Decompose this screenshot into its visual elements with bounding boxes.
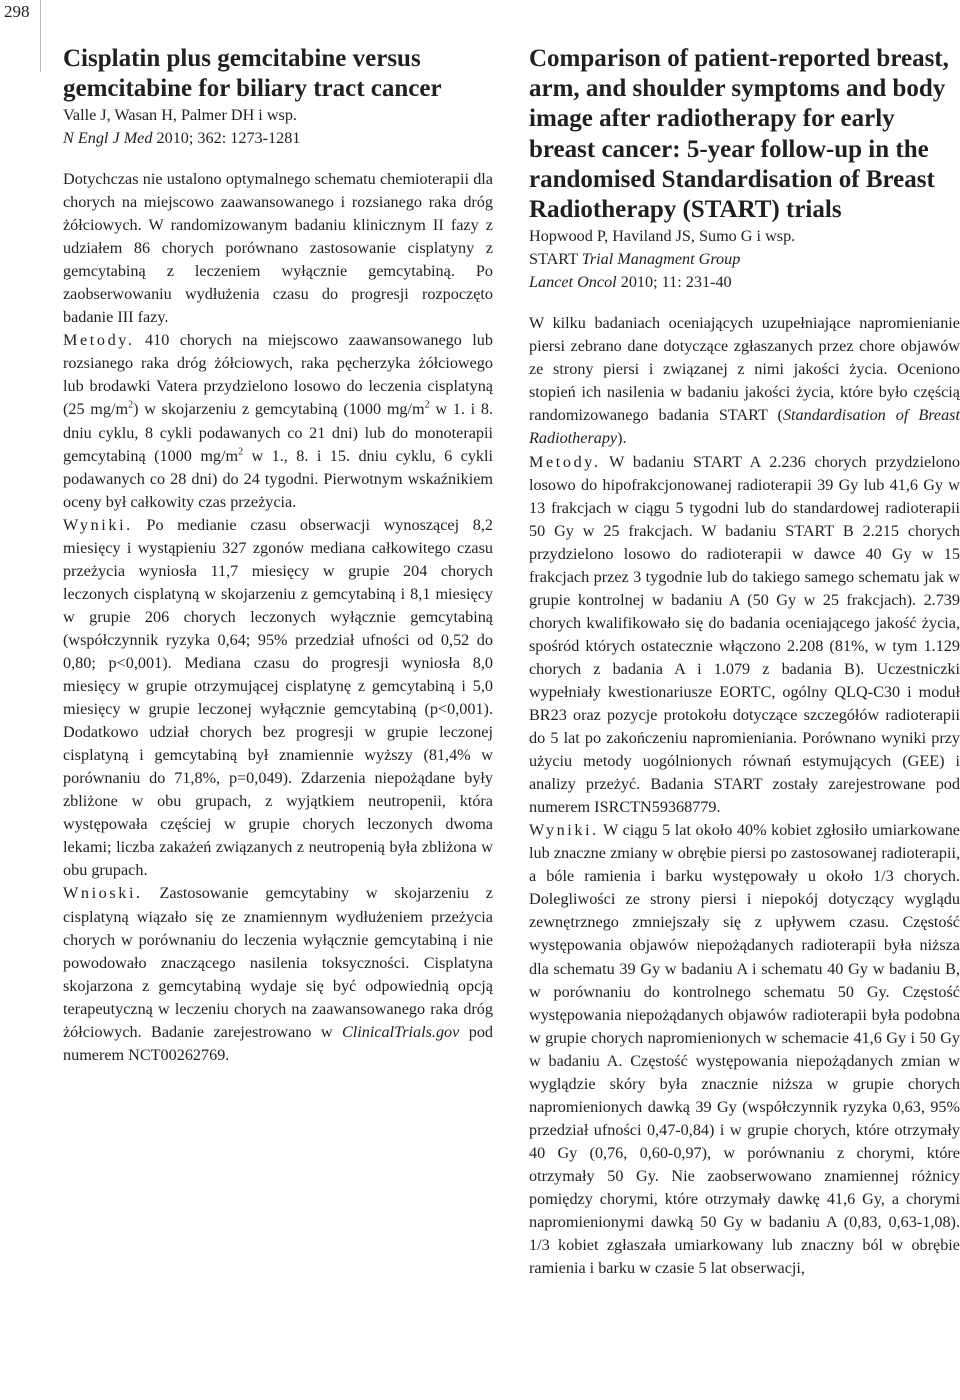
methods-text: 410 chorych na miejscowo zaawansowanego lub rozsianego raka dróg żółciowych, raka pęcherzyka żółciowego lub brodawki Vatera przydzielono losowo do leczenia cisplatyną (25 mg/m (63, 331, 493, 419)
group-prefix: START (529, 250, 582, 269)
section-label-results: Wyniki. (63, 515, 133, 534)
superscript: 2 (128, 400, 134, 412)
journal-name: N Engl J Med (63, 129, 153, 147)
section-label-conclusions: Wnioski. (63, 884, 143, 903)
article-abstract (63, 168, 493, 1067)
group-name: Trial Managment Group (581, 250, 741, 269)
trial-full-name: Standardisation of Breast Radiotherapy (529, 406, 960, 448)
left-article (63, 44, 493, 1067)
article-authors: Hopwood P, Haviland JS, Sumo G i wsp. (529, 227, 796, 246)
section-label-results: Wyniki. (529, 821, 599, 840)
results-paragraph (63, 514, 493, 883)
results-text: W ciągu 5 lat około 40% kobiet zgłosiło umiarkowane lub znaczne zmiany w obrębie piersi po zastosowanej radioterapii, a bóle ramienia i barku występowały u około 1/3 chorych. Dolegliwości ze strony piersi i niepokój dotyczący wyglądu zewnętrznego zmniejszały się z upływem czasu. Częstość występowania objawów niepożądanych radioterapii była niższa dla schematu 39 Gy w badaniu A i schematu 40 Gy w badaniu B, w porównaniu do kontrolnego schematu 50 Gy. Częstość występowania niepożądanych objawów radioterapii była podobna w grupie chorych napromienionych w schemacie 41,6 Gy i 50 Gy w badaniu A. Częstość występowania niepożądanych zmian w wyglądzie skóry była znacznie niższa w grupie chorych napromienionych dawką 39 Gy (współczynnik ryzyka 0,63, 95% przedział ufności 0,47-0,84) i w grupie chorych, które otrzymały 40 Gy (0,76, 0,60-0,97), w porównaniu z chorymi, które otrzymały 50 Gy. Nie zaobserwowano znamiennej różnicy pomiędzy chorymi, które otrzymały dawkę 41,6 Gy, a chorymi napromienionymi dawką 50 Gy w badaniu A (0,83, 0,63-1,08). 1/3 kobiet zgłaszała umiarkowany lub znaczny ból w obrębie ramienia i barku w czasie 5 lat obserwacji, (529, 821, 960, 1278)
methods-paragraph (529, 451, 960, 820)
conclusions-text: pod numerem NCT00262769. (63, 1022, 494, 1064)
margin-rule (40, 0, 41, 72)
methods-text: W badaniu START A 2.236 chorych przydzielono losowo do hipofrakcjonowanej radioterapii 39 Gy lub 41,6 Gy w 13 frakcjach w ciągu 5 tygodni lub do standardowej radioterapii 50 Gy w 25 frakcjach. W badaniu START B 2.215 chorych przydzielono losowo do radioterapii w dawce 40 Gy w 15 frakcjach przez 3 tygodnie lub do takiego samego schematu jak w grupie kontrolnej w badaniu A (50 Gy w 25 frakcjach). 2.739 chorych kwalifikowało się do badania oceniającego jakość życia, spośród których ostatecznie włączono 2.208 (81%, w tym 1.129 chorych z badania A i 1.079 z badania B). Uczestniczki wypełniały kwestionariusze EORTC, ogólny QLQ-C30 i moduł BR23 oraz pozycje protokołu dotyczące szczegółów radioterapii do 5 lat po zakończeniu napromieniania. Porównano wyniki przy użyciu metody uogólnionych równań estymujących (GEE) i analizy przeżyć. Badania START zostały zarejestrowane pod numerem ISRCTN59368779. (529, 452, 960, 817)
article-abstract (529, 312, 960, 1280)
article-title: Cisplatin plus gemcitabine versus gemcitabine for biliary tract cancer (63, 45, 442, 102)
registry-name: ClinicalTrials.gov (341, 1022, 460, 1041)
methods-text: w 1., 8. i 15. dniu cyklu, 6 cykli podawanych co 28 dni) do 24 tygodni. Pierwotnym wskaźnikiem oceny był całkowity czas przeżycia. (63, 446, 493, 511)
article-source (63, 127, 493, 150)
superscript: 2 (238, 446, 244, 458)
methods-text: w 1. i 8. dniu cyklu, 8 cykli podawanych co 21 dni) lub do monoterapii gemcytabiną (1000 mg/m (63, 400, 494, 465)
section-label-methods: Metody. (529, 452, 601, 471)
intro-paragraph: Dotychczas nie ustalono optymalnego schematu chemioterapii dla chorych na miejscowo zaawansowanego i rozsianego raka dróg żółciowych. W randomizowanym badaniu klinicznym II fazy z udziałem 86 chorych porównano zastosowanie cisplatyny z gemcytabiną z leczeniem wyłącznie gemcytabiną. Po zaobserwowaniu wydłużenia czasu do progresji rozpoczęto badanie III fazy. (63, 170, 493, 327)
methods-paragraph (63, 329, 493, 513)
article-title: Comparison of patient-reported breast, arm, and shoulder symptoms and body image after radiotherapy for early breast cancer: 5-year follow-up in the randomised Standardisation of Breast Radiotherapy (START) trials (529, 45, 949, 224)
methods-text: ) w skojarzeniu z gemcytabiną (1000 mg/m (133, 400, 425, 419)
citation: 2010; 362: 1273-1281 (152, 129, 301, 147)
results-text: Po medianie czasu obserwacji wynoszącej 8,2 miesięcy i wystąpieniu 327 zgonów mediana całkowitego czasu przeżycia wyniosła 11,7 miesięcy w grupie 204 chorych leczonych cisplatyną w skojarzeniu z gemcytabiną i 8,1 miesięcy w grupie 206 chorych leczonych wyłącznie gemcytabiną (współczynnik ryzyka 0,64; 95% przedział ufności od 0,52 do 0,80; p<0,001). Mediana czasu do progresji wyniosła 8,0 miesięcy w grupie otrzymującej cisplatynę z gemcytabiną i 5,0 miesięcy w grupie leczonej wyłącznie gemcytabiną (p<0,001). Dodatkowo udział chorych bez progresji w grupie leczonej cisplatyną i gemcytabiną był znamiennie wyższy (81,4% w porównaniu do 71,8%, p=0,049). Zdarzenia niepożądane były zbliżone w obu grupach, z wyjątkiem neutropenii, która występowała częściej w grupie chorych leczonych dwoma lekami; liczba zakażeń związanych z neutropenią była zbliżona w obu grupach. (63, 515, 493, 880)
study-group (529, 248, 960, 271)
intro-text: ). (617, 429, 627, 448)
intro-paragraph (529, 312, 960, 450)
article-source (529, 271, 960, 294)
superscript: 2 (424, 400, 430, 412)
conclusions-text: Zastosowanie gemcytabiny w skojarzeniu z cisplatyną wiązało się ze znamiennym wydłużeniem przeżycia chorych w porównaniu do leczenia wyłącznie gemcytabiną i nie powodowało znaczącego nasilenia toksyczności. Cisplatyna skojarzona z gemcytabiną wydaje się być odpowiednią opcją terapeutyczną w leczeniu chorych na zaawansowanego raka dróg żółciowych. Badanie zarejestrowano w (63, 884, 493, 1041)
results-paragraph (529, 819, 960, 1280)
page-number: 298 (4, 2, 30, 21)
conclusions-paragraph (63, 882, 493, 1066)
section-label-methods: Metody. (63, 331, 135, 350)
article-authors: Valle J, Wasan H, Palmer DH i wsp. (63, 106, 297, 124)
intro-text: W kilku badaniach oceniających uzupełniające napromienianie piersi zebrano dane dotyczące zgłaszanych przez chore objawów ze strony piersi i związanej z nimi jakości życia. Oceniono stopień ich nasilenia w badaniu jakości życia, które było częścią randomizowanego badania START ( (529, 314, 960, 425)
journal-name: Lancet Oncol (529, 273, 617, 292)
right-article (529, 44, 960, 1280)
citation: 2010; 11: 231-40 (616, 273, 732, 292)
